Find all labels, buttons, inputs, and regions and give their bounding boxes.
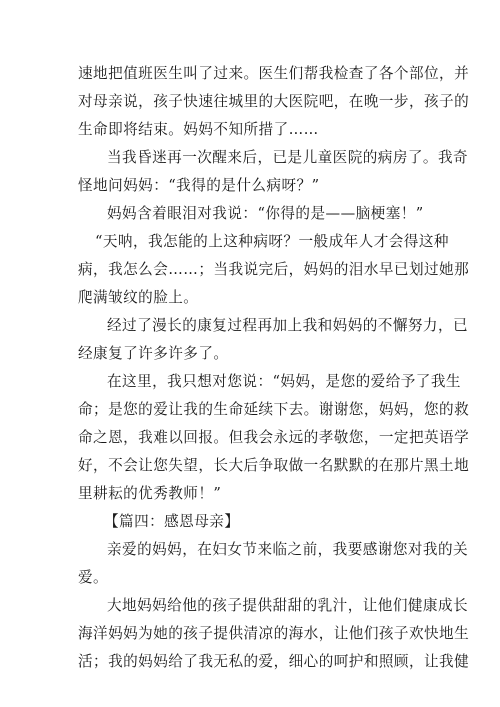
text-line: 当我昏迷再一次醒来后，已是儿童医院的病房了。我奇 [107, 149, 469, 166]
text-line: 病，我怎么会……；当我说完后，妈妈的泪水早已划过她那 [78, 261, 470, 278]
text-line: 大地妈妈给他的孩子提供甜甜的乳汁，让他们健康成长 [107, 597, 469, 614]
section-heading: 【篇四：感恩母亲】 [104, 513, 240, 530]
text-line: 怪地问妈妈：“我得的是什么病呀？” [78, 177, 320, 194]
text-line: 亲爱的妈妈，在妇女节来临之前，我要感谢您对我的关 [107, 541, 469, 558]
text-line: 海洋妈妈为她的孩子提供清凉的海水，让他们孩子欢快地生 [78, 625, 470, 642]
text-line: “天呐，我怎能的上这种病呀？一般成年人才会得这种 [95, 233, 449, 250]
text-line: 在这里，我只想对您说：“妈妈，是您的爱给予了我生 [107, 373, 461, 390]
text-line: 里耕耘的优秀教师！” [78, 485, 222, 502]
text-line: 活；我的妈妈给了我无私的爱，细心的呵护和照顾，让我健 [78, 653, 470, 670]
text-line: 妈妈含着眼泪对我说：“你得的是——脑梗塞！” [107, 205, 424, 222]
text-line: 爬满皱纹的脸上。 [78, 289, 199, 306]
text-line: 命；是您的爱让我的生命延续下去。谢谢您，妈妈，您的救 [78, 401, 470, 418]
text-line: 对母亲说，孩子快速往城里的大医院吧，在晚一步，孩子的 [78, 93, 470, 110]
text-line: 经康复了许多许多了。 [78, 345, 229, 362]
text-line: 命之恩，我难以回报。但我会永远的孝敬您，一定把英语学 [78, 429, 470, 446]
text-line: 好，不会让您失望，长大后争取做一名默默的在那片黑土地 [78, 457, 470, 474]
text-line: 速地把值班医生叫了过来。医生们帮我检查了各个部位，并 [78, 65, 470, 82]
text-line: 生命即将结束。妈妈不知所措了…… [78, 121, 319, 138]
text-line: 爱。 [78, 569, 109, 586]
text-line: 经过了漫长的康复过程再加上我和妈妈的不懈努力，已 [107, 317, 469, 334]
